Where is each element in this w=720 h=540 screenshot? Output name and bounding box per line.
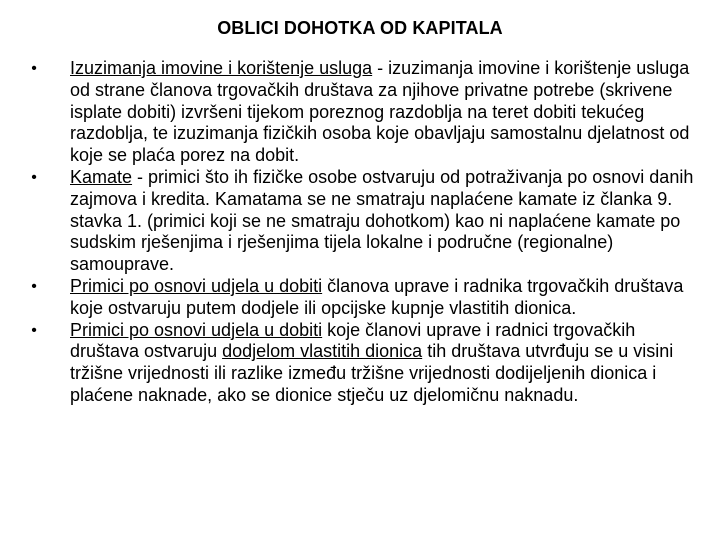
list-item (26, 276, 696, 320)
list-item (26, 320, 696, 407)
bullet-icon: • (31, 321, 37, 339)
bullet-icon: • (31, 60, 37, 77)
item-text: članova uprave i radnika trgovačkih društava koje ostvaruju putem dodjele ili opcijske kupnje vlastitih dionica. (70, 275, 684, 318)
item-text: - primici što ih fizičke osobe ostvaruju od potraživanja po osnovi danih zajmova i kredita. Kamatama se ne smatraju naplaćene kamate iz članka 9. stavka 1. (primici koji se ne smatraju dohotkom) kao ni naplaćene kamate po sudskim rješenjima i rješenjima tijela lokalne i područne (regionalne) samouprave. (70, 166, 694, 275)
item-text: koje članovi uprave i radnici trgovačkih društava ostvaruju (70, 319, 636, 362)
item-text: - izuzimanja imovine i korištenje usluga od strane članova trgovačkih društava za njihove privatne potrebe (skrivene isplate dobiti) izvršeni tijekom poreznog razdoblja na teret dobiti tekućeg razdoblja, te izuzimanja fizičkih osoba koje obavljaju samostalnu djelatnost od koje se plaća porez na dobit. (70, 58, 690, 166)
item-text: tih društava utvrđuju se u visini tržišne vrijednosti ili razlike između tržišne vrijednosti dodijeljenih dionica i plaćene naknade, ako se dionice stječu uz djelomičnu naknadu. (70, 341, 674, 405)
bullet-icon: • (31, 168, 37, 186)
page-title: OBLICI DOHOTKA OD KAPITALA (217, 18, 503, 38)
item-lead: Primici po osnovi udjela u dobiti (70, 275, 323, 296)
list-item (26, 167, 696, 276)
item-underlined-phrase: dodjelom vlastitih dionica (222, 341, 423, 362)
list-item (26, 58, 696, 167)
bullet-icon: • (31, 277, 37, 295)
item-lead: Izuzimanja imovine i korištenje usluga (70, 58, 373, 78)
item-lead: Primici po osnovi udjela u dobiti (70, 319, 323, 340)
bullet-list (26, 58, 696, 407)
item-lead: Kamate (70, 166, 133, 187)
